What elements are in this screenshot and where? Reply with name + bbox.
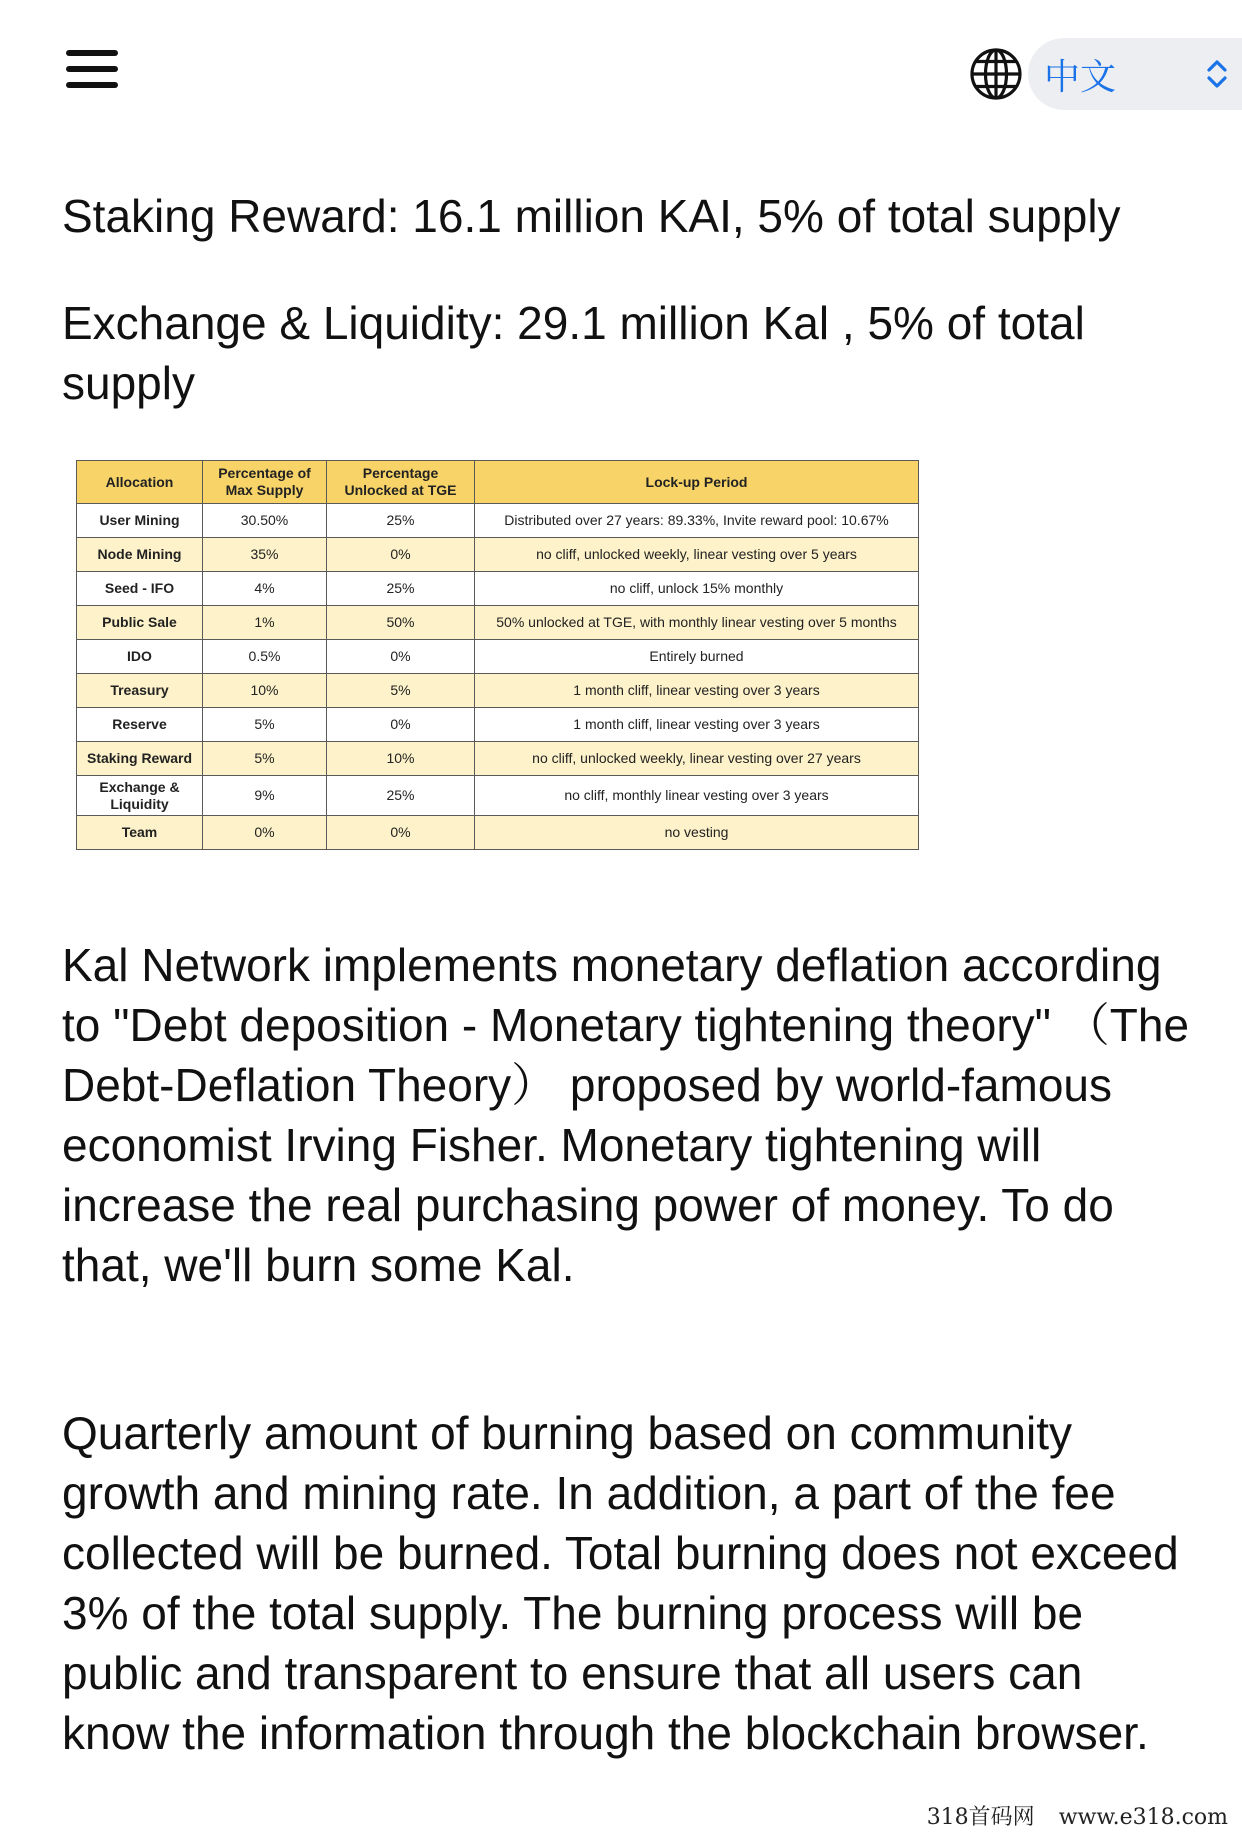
allocation-cell: Reserve xyxy=(77,708,203,742)
table-row xyxy=(77,504,919,538)
max-supply-cell: 0% xyxy=(203,816,327,850)
header-lockup-period: Lock-up Period xyxy=(475,461,919,504)
allocation-cell: Team xyxy=(77,816,203,850)
menu-bar xyxy=(66,50,118,56)
unlocked-tge-cell: 10% xyxy=(327,742,475,776)
exchange-liquidity-text: Exchange & Liquidity: 29.1 million Kal , 5% of total supply xyxy=(62,297,1085,409)
burning-paragraph: Quarterly amount of burning based on community growth and mining rate. In addition, a part of the fee collected will be burned. Total burning does not exceed 3% of the total supply. The burning process will be public and transparent to ensure that all users can know the information through the blockchain browser. xyxy=(62,1407,1179,1759)
table-row xyxy=(77,572,919,606)
table-header-row xyxy=(77,461,919,504)
menu-bar xyxy=(66,66,118,72)
unlocked-tge-cell: 0% xyxy=(327,708,475,742)
lockup-period-cell: 50% unlocked at TGE, with monthly linear vesting over 5 months xyxy=(475,606,919,640)
table-row xyxy=(77,538,919,572)
max-supply-cell: 9% xyxy=(203,776,327,816)
unlocked-tge-cell: 50% xyxy=(327,606,475,640)
allocation-cell: Treasury xyxy=(77,674,203,708)
lockup-period-cell: Entirely burned xyxy=(475,640,919,674)
unlocked-tge-cell: 0% xyxy=(327,816,475,850)
watermark xyxy=(927,1800,1228,1831)
max-supply-cell: 1% xyxy=(203,606,327,640)
table-row xyxy=(77,776,919,816)
unlocked-tge-cell: 0% xyxy=(327,538,475,572)
max-supply-cell: 35% xyxy=(203,538,327,572)
max-supply-cell: 5% xyxy=(203,742,327,776)
chevron-up-down-icon xyxy=(1204,58,1230,90)
language-select[interactable] xyxy=(1028,38,1242,110)
max-supply-cell: 5% xyxy=(203,708,327,742)
header-percentage-max-supply: Percentage of Max Supply xyxy=(203,461,327,504)
max-supply-cell: 10% xyxy=(203,674,327,708)
hamburger-menu-icon[interactable] xyxy=(66,48,118,90)
deflation-paragraph: Kal Network implements monetary deflation according to "Debt deposition - Monetary tightening theory" （The Debt-Deflation Theory） proposed by world-famous economist Irving Fisher. Monetary tightening will increase the real purchasing power of money. To do that, we'll burn some Kal. xyxy=(62,939,1190,1291)
lockup-period-cell: no cliff, unlock 15% monthly xyxy=(475,572,919,606)
lockup-period-cell: Distributed over 27 years: 89.33%, Invite reward pool: 10.67% xyxy=(475,504,919,538)
table-row xyxy=(77,708,919,742)
staking-reward-text: Staking Reward: 16.1 million KAI, 5% of total supply xyxy=(62,190,1121,242)
table-row xyxy=(77,674,919,708)
max-supply-cell: 0.5% xyxy=(203,640,327,674)
allocation-cell: Seed - IFO xyxy=(77,572,203,606)
max-supply-cell: 30.50% xyxy=(203,504,327,538)
lockup-period-cell: 1 month cliff, linear vesting over 3 years xyxy=(475,708,919,742)
unlocked-tge-cell: 25% xyxy=(327,504,475,538)
menu-bar xyxy=(66,82,118,88)
language-select-value: 中文 xyxy=(1044,56,1117,98)
unlocked-tge-cell: 5% xyxy=(327,674,475,708)
header-percentage-unlocked-tge: Percentage Unlocked at TGE xyxy=(327,461,475,504)
lockup-period-cell: no cliff, monthly linear vesting over 3 years xyxy=(475,776,919,816)
allocation-cell: User Mining xyxy=(77,504,203,538)
allocation-cell: Staking Reward xyxy=(77,742,203,776)
allocation-cell: Node Mining xyxy=(77,538,203,572)
header-allocation: Allocation xyxy=(77,461,203,504)
watermark-url: www.e318.com xyxy=(1058,1805,1228,1830)
token-allocation-table xyxy=(76,460,919,850)
allocation-cell: IDO xyxy=(77,640,203,674)
unlocked-tge-cell: 25% xyxy=(327,572,475,606)
allocation-cell: Exchange & Liquidity xyxy=(77,776,203,816)
lockup-period-cell: 1 month cliff, linear vesting over 3 years xyxy=(475,674,919,708)
globe-icon[interactable] xyxy=(968,46,1024,102)
table-row xyxy=(77,606,919,640)
table-row xyxy=(77,742,919,776)
lockup-period-cell: no cliff, unlocked weekly, linear vesting over 5 years xyxy=(475,538,919,572)
lockup-period-cell: no cliff, unlocked weekly, linear vesting over 27 years xyxy=(475,742,919,776)
watermark-site-name: 318首码网 xyxy=(926,1805,1035,1830)
table-row xyxy=(77,640,919,674)
unlocked-tge-cell: 25% xyxy=(327,776,475,816)
allocation-cell: Public Sale xyxy=(77,606,203,640)
max-supply-cell: 4% xyxy=(203,572,327,606)
unlocked-tge-cell: 0% xyxy=(327,640,475,674)
table-row xyxy=(77,816,919,850)
lockup-period-cell: no vesting xyxy=(475,816,919,850)
